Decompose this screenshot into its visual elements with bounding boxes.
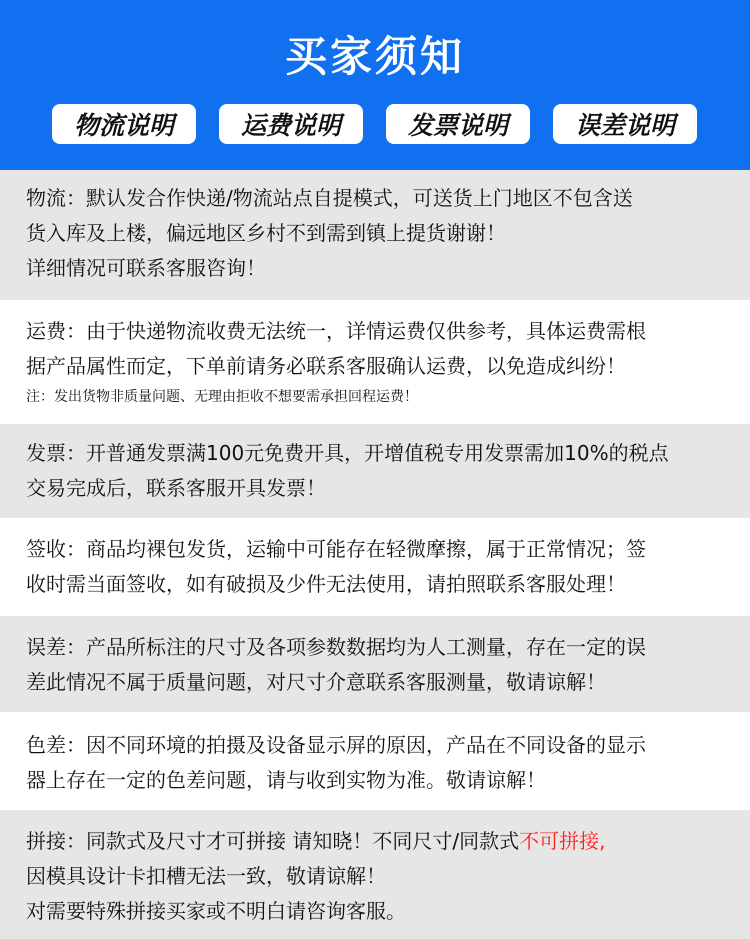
logistics-line: 物流：默认发合作快递/物流站点自提模式，可送货上门地区不包含送 <box>26 186 633 210</box>
section-shipping <box>0 300 750 424</box>
splice-line: 因模具设计卡扣槽无法一致，敬请谅解！ <box>26 864 386 888</box>
receipt-line: 签收：商品均裸包发货，运输中可能存在轻微摩擦，属于正常情况；签 <box>26 537 646 561</box>
tab-bar <box>52 104 697 144</box>
section-color <box>0 712 750 810</box>
tab-error[interactable]: 误差说明 <box>553 104 697 144</box>
section-splice <box>0 810 750 939</box>
header-banner <box>0 0 750 170</box>
splice-line: 对需要特殊拼接买家或不明白请咨询客服。 <box>26 899 406 923</box>
error-line: 差此情况不属于质量问题，对尺寸介意联系客服测量，敬请谅解！ <box>26 670 606 694</box>
splice-line <box>26 824 724 859</box>
logistics-line: 货入库及上楼，偏远地区乡村不到需到镇上提货谢谢！ <box>26 221 506 245</box>
section-error <box>0 616 750 712</box>
shipping-note: 注：发出货物非质量问题、无理由拒收不想要需承担回程运费！ <box>26 389 418 405</box>
error-line: 误差：产品所标注的尺寸及各项参数数据均为人工测量，存在一定的误 <box>26 635 646 659</box>
page-title: 买家须知 <box>284 32 465 81</box>
splice-warning: 不可拼接, <box>519 829 606 853</box>
tab-invoice[interactable]: 发票说明 <box>386 104 530 144</box>
section-invoice <box>0 424 750 518</box>
tab-shipping[interactable]: 运费说明 <box>219 104 363 144</box>
shipping-line: 运费：由于快递物流收费无法统一，详情运费仅供参考，具体运费需根 <box>26 319 646 343</box>
receipt-line: 收时需当面签收，如有破损及少件无法使用，请拍照联系客服处理！ <box>26 572 626 596</box>
color-line: 器上存在一定的色差问题，请与收到实物为准。敬请谅解！ <box>26 768 546 792</box>
logistics-line: 详细情况可联系客服咨询！ <box>26 256 266 280</box>
tab-logistics[interactable]: 物流说明 <box>52 104 196 144</box>
invoice-line: 发票：开普通发票满100元免费开具，开增值税专用发票需加10%的税点 <box>26 441 669 465</box>
shipping-line: 据产品属性而定，下单前请务必联系客服确认运费，以免造成纠纷！ <box>26 354 626 378</box>
section-logistics <box>0 170 750 300</box>
invoice-line: 交易完成后，联系客服开具发票！ <box>26 476 326 500</box>
color-line: 色差：因不同环境的拍摄及设备显示屏的原因，产品在不同设备的显示 <box>26 733 646 757</box>
section-receipt <box>0 518 750 616</box>
splice-text: 拼接：同款式及尺寸才可拼接 请知晓！不同尺寸/同款式 <box>26 829 520 853</box>
